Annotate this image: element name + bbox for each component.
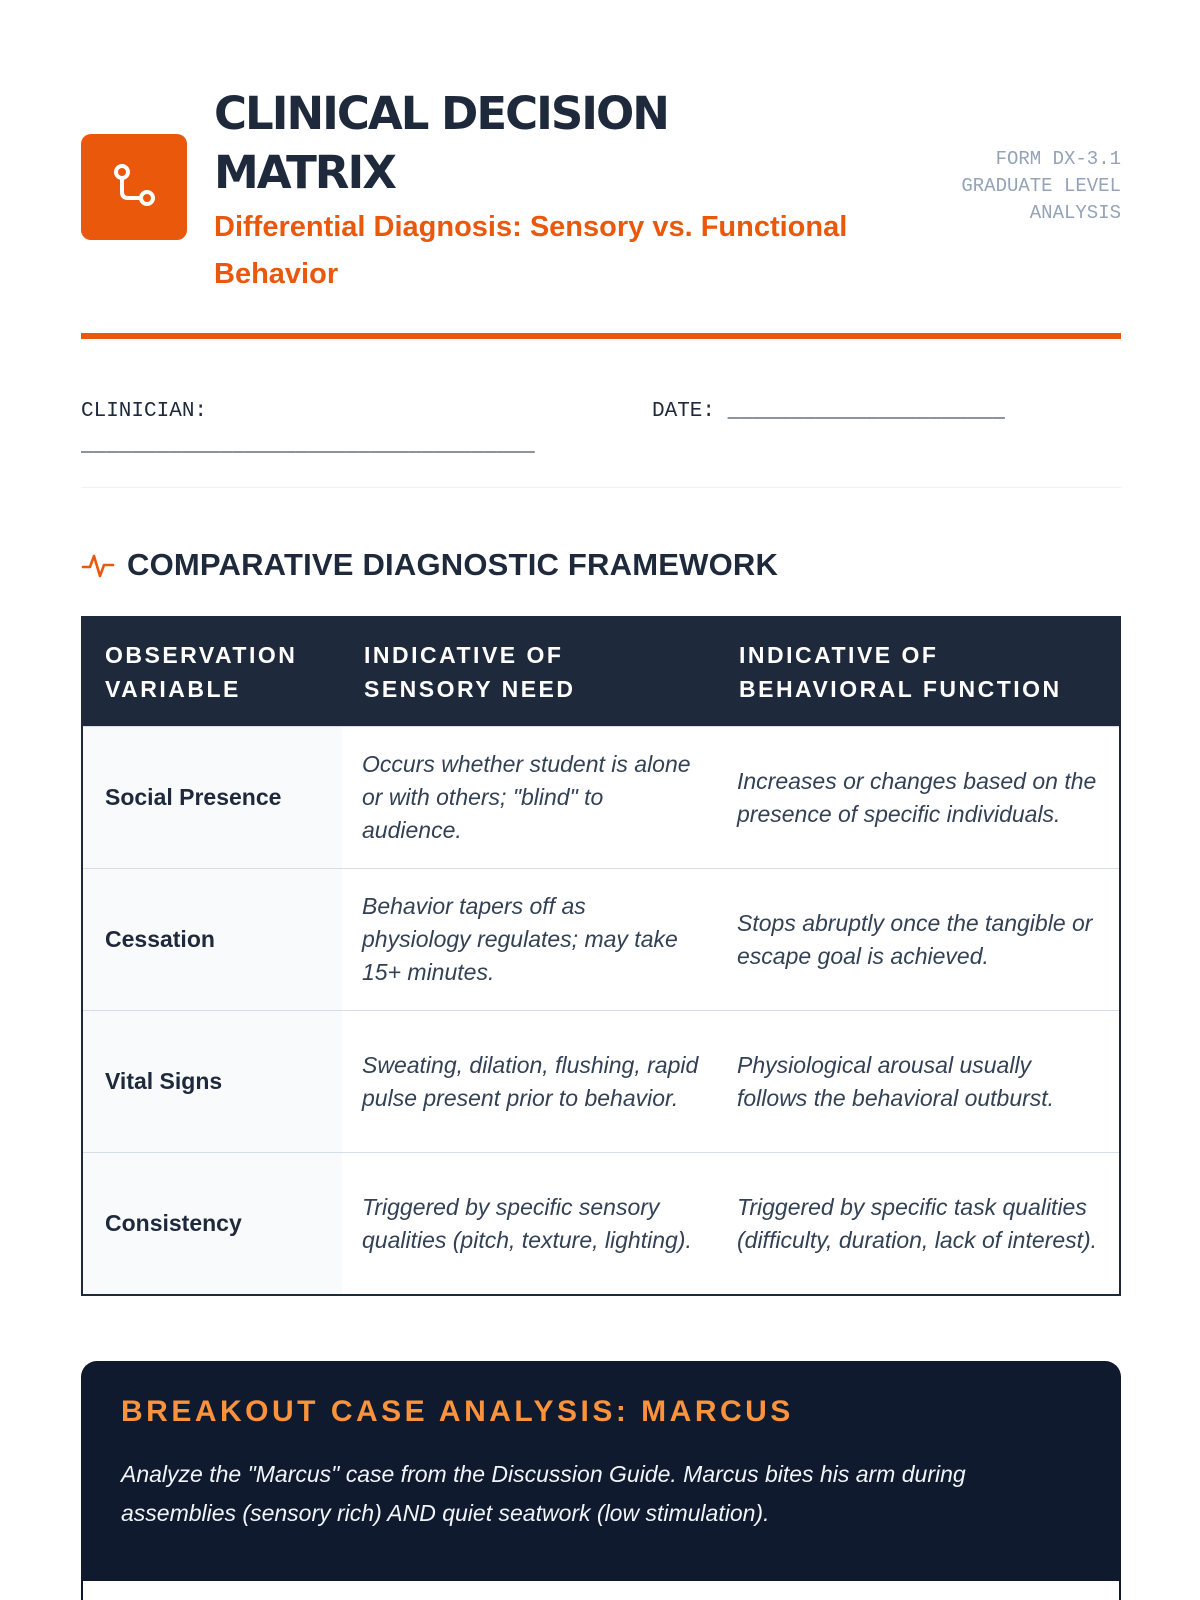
section-title: COMPARATIVE DIAGNOSTIC FRAMEWORK bbox=[127, 547, 779, 582]
breakout-case-card bbox=[81, 1361, 1121, 1600]
page-title bbox=[214, 84, 934, 202]
table-row bbox=[83, 1152, 1119, 1294]
header-divider bbox=[81, 333, 1121, 339]
matrix-header-row bbox=[83, 618, 1119, 726]
table-row bbox=[83, 1010, 1119, 1152]
section-heading bbox=[81, 545, 778, 585]
header-sensory-need: INDICATIVE OF SENSORY NEED bbox=[364, 642, 576, 702]
pulse-icon bbox=[81, 548, 115, 582]
page-subtitle: Differential Diagnosis: Sensory vs. Functional Behavior bbox=[214, 211, 848, 290]
title-line-2: MATRIX bbox=[214, 146, 395, 199]
breakout-description: Analyze the "Marcus" case from the Discussion Guide. Marcus bites his arm during assemblies (sensory rich) AND quiet seatwork (low stimulation). bbox=[121, 1461, 966, 1526]
header-observation-variable: OBSERVATION VARIABLE bbox=[105, 642, 298, 702]
form-code: FORM DX-3.1 bbox=[995, 148, 1121, 170]
fields-divider bbox=[81, 487, 1121, 488]
variable-cell: Social Presence bbox=[83, 727, 342, 868]
sensory-cell: Occurs whether student is alone or with others; "blind" to audience. bbox=[362, 751, 691, 843]
behavioral-cell: Triggered by specific task qualities (difficulty, duration, lack of interest). bbox=[737, 1193, 1098, 1253]
worksheet-page bbox=[81, 0, 1121, 1600]
clinician-label: CLINICIAN: bbox=[81, 400, 208, 423]
breakout-response-area[interactable] bbox=[81, 1581, 1121, 1600]
logo-badge bbox=[81, 134, 187, 240]
diagnostic-matrix bbox=[81, 616, 1121, 1296]
clinician-field[interactable] bbox=[81, 395, 641, 463]
variable-cell: Cessation bbox=[83, 869, 342, 1010]
form-meta bbox=[881, 146, 1121, 227]
variable-cell: Consistency bbox=[83, 1153, 342, 1294]
form-level-2: ANALYSIS bbox=[1029, 202, 1121, 224]
title-line-1: CLINICAL DECISION bbox=[214, 87, 668, 140]
clinician-line: ____________________________________ bbox=[81, 434, 535, 457]
form-level-1: GRADUATE LEVEL bbox=[961, 175, 1121, 197]
variable-cell: Vital Signs bbox=[83, 1011, 342, 1152]
title-block bbox=[214, 84, 934, 298]
behavioral-cell: Physiological arousal usually follows the behavioral outburst. bbox=[737, 1051, 1055, 1111]
table-row bbox=[83, 868, 1119, 1010]
date-label: DATE: bbox=[652, 400, 716, 423]
date-field[interactable] bbox=[652, 395, 1005, 429]
document-header bbox=[81, 84, 1121, 294]
behavioral-cell: Increases or changes based on the presence of specific individuals. bbox=[737, 767, 1097, 827]
sensory-cell: Triggered by specific sensory qualities (pitch, texture, lighting). bbox=[362, 1193, 692, 1253]
table-row bbox=[83, 726, 1119, 868]
sensory-cell: Sweating, dilation, flushing, rapid pulse present prior to behavior. bbox=[362, 1051, 699, 1111]
behavioral-cell: Stops abruptly once the tangible or escape goal is achieved. bbox=[737, 909, 1093, 969]
date-line: ______________________ bbox=[727, 400, 1005, 423]
header-behavioral-function: INDICATIVE OF BEHAVIORAL FUNCTION bbox=[739, 642, 1062, 702]
branch-node-icon bbox=[109, 162, 159, 212]
sensory-cell: Behavior tapers off as physiology regulates; may take 15+ minutes. bbox=[362, 893, 678, 985]
breakout-title: BREAKOUT CASE ANALYSIS: MARCUS bbox=[121, 1395, 794, 1428]
